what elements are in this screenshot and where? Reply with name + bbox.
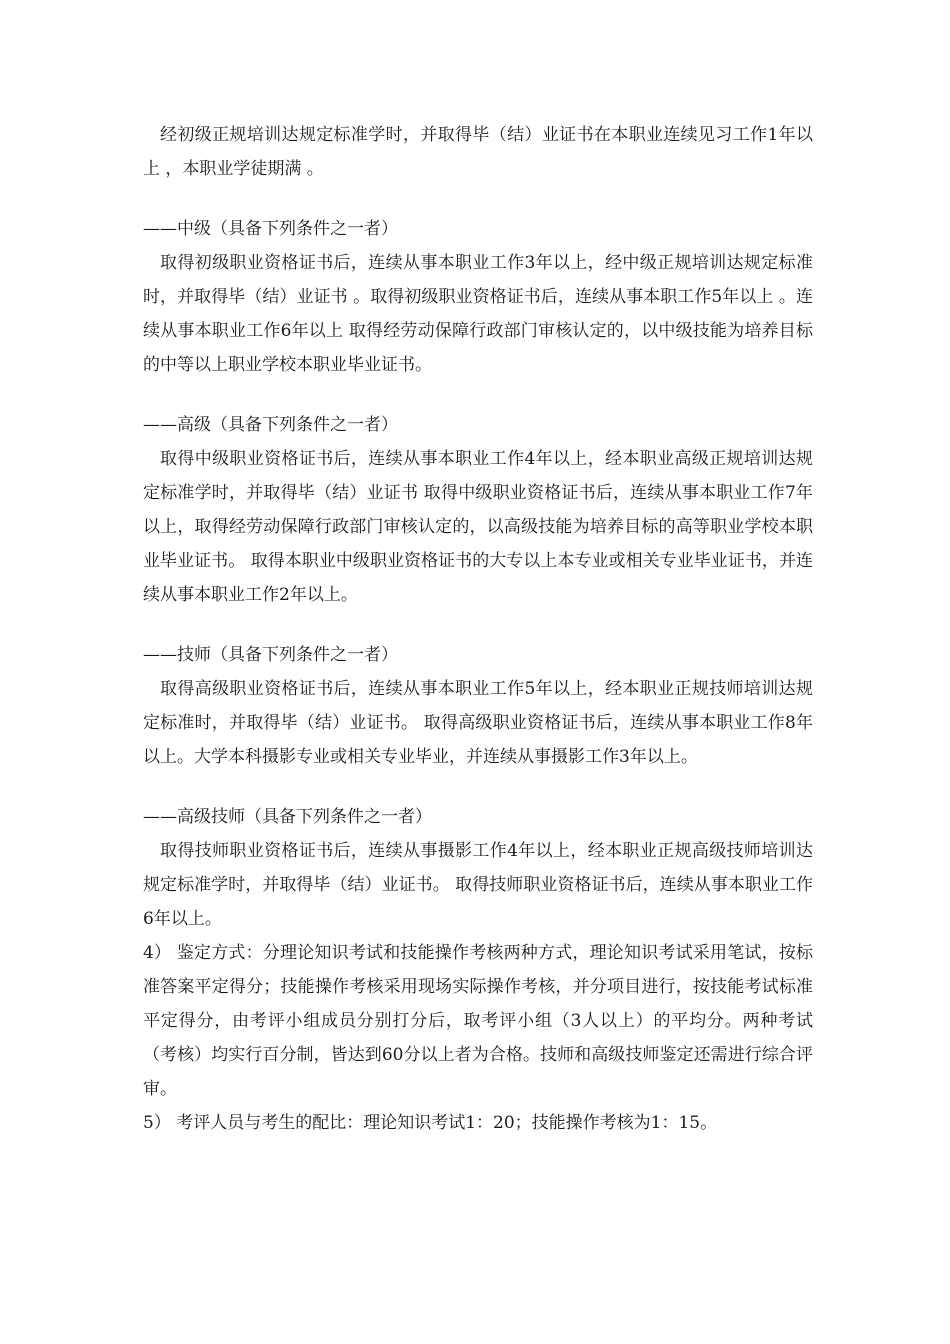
technician-body: 取得高级职业资格证书后，连续从事本职业工作5年以上，经本职业正规技师培训达规定标准时，并取得毕（结）业证书。 取得高级职业资格证书后，连续从事本职业工作8年以上。大学本科摄影专业或相关专业毕业，并连续从事摄影工作3年以上。 xyxy=(143,679,813,767)
spacer xyxy=(143,186,813,212)
senior-technician-body: 取得技师职业资格证书后，连续从事摄影工作4年以上，经本职业正规高级技师培训达规定标准学时，并取得毕（结）业证书。 取得技师职业资格证书后，连续从事本职业工作6年以上。 xyxy=(143,841,813,929)
item-4-paragraph: 4） 鉴定方式：分理论知识考试和技能操作考核两种方式，理论知识考试采用笔试，按标准答案平定得分；技能操作考核采用现场实际操作考核，并分项目进行，按技能考试标准平定得分，由考评小组成员分别打分后，取考评小组（3人以上）的平均分。两种考试（考核）均实行百分制，皆达到60分以上者为合格。技师和高级技师鉴定还需进行综合评审。 xyxy=(143,943,813,1099)
spacer xyxy=(143,382,813,408)
document-page xyxy=(143,118,813,1140)
item-5-paragraph: 5） 考评人员与考生的配比：理论知识考试1：20；技能操作考核为1：15。 xyxy=(143,1113,718,1133)
intermediate-heading: ——中级（具备下列条件之一者） xyxy=(143,219,398,239)
advanced-body: 取得中级职业资格证书后，连续从事本职业工作4年以上，经本职业高级正规培训达规定标准学时，并取得毕（结）业证书 取得中级职业资格证书后，连续从事本职业工作7年以上，取得经劳动保障行政部门审核认定的，以高级技能为培养目标的高等职业学校本职业毕业证书。 取得本职业中级职业资格证书的大专以上本专业或相关专业毕业证书，并连续从事本职业工作2年以上。 xyxy=(143,449,813,605)
intro-paragraph: 经初级正规培训达规定标准学时，并取得毕（结）业证书在本职业连续见习工作1年以上 ，本职业学徒期满 。 xyxy=(143,125,813,179)
spacer xyxy=(143,612,813,638)
technician-heading: ——技师（具备下列条件之一者） xyxy=(143,645,398,665)
senior-technician-heading: ——高级技师（具备下列条件之一者） xyxy=(143,807,432,827)
spacer xyxy=(143,774,813,800)
advanced-heading: ——高级（具备下列条件之一者） xyxy=(143,415,398,435)
intermediate-body: 取得初级职业资格证书后，连续从事本职业工作3年以上，经中级正规培训达规定标准时，并取得毕（结）业证书 。取得初级职业资格证书后，连续从事本职工作5年以上 。连续从事本职业工作6年以上 取得经劳动保障行政部门审核认定的，以中级技能为培养目标的中等以上职业学校本职业毕业证书。 xyxy=(143,253,813,375)
